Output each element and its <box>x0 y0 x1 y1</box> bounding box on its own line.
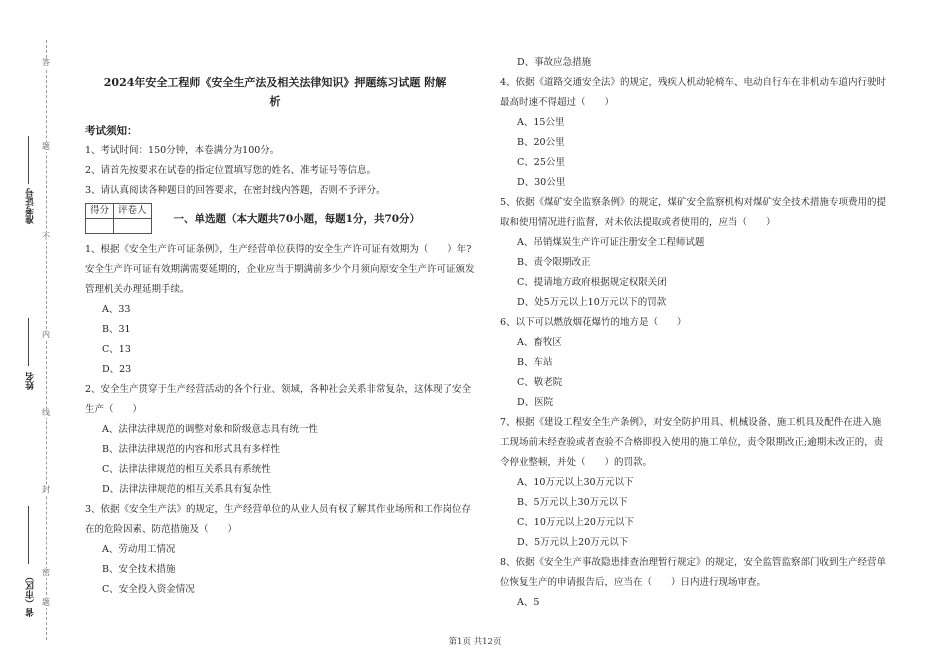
question-stem: 安全生产许可证有效期满需要延期的，企业应当于期满前多少个月须向原安全生产许可证颁发 <box>85 264 475 275</box>
question-stem: 令停业整顿，并处（ ）的罚款。 <box>500 457 653 468</box>
seal-char: 答 <box>39 58 53 68</box>
exam-id-label: 准考证号 <box>26 188 36 224</box>
question-stem: 最高时速不得超过（ ） <box>500 97 615 108</box>
option[interactable]: D、处5万元以上10万元以下的罚款 <box>517 297 667 308</box>
seal-dashed-line <box>46 40 47 640</box>
question-stem: 7、根据《建设工程安全生产条例》，对安全防护用具、机械设备、施工机具及配件在进入施 <box>500 417 882 428</box>
name-label: 姓名 <box>26 372 36 390</box>
option[interactable]: D、23 <box>102 364 132 375</box>
option[interactable]: A、15公里 <box>517 117 565 128</box>
question-stem: 管理机关办理延期手续。 <box>85 284 190 295</box>
option[interactable]: B、法律法律规范的内容和形式具有多样性 <box>102 444 280 455</box>
seal-char: 不 <box>39 232 53 242</box>
binding-margin <box>0 0 70 671</box>
province-label: 省（市区） <box>26 572 36 617</box>
option[interactable]: A、畜牧区 <box>517 337 562 348</box>
option[interactable]: A、吊销煤炭生产许可证注册安全工程师试题 <box>517 237 705 248</box>
option[interactable]: D、30公里 <box>517 177 566 188</box>
notice-item: 2、请首先按要求在试卷的指定位置填写您的姓名、准考证号等信息。 <box>85 165 377 176</box>
option[interactable]: D、医院 <box>517 397 554 408</box>
score-header: 得分 <box>86 204 114 219</box>
option[interactable]: A、33 <box>102 304 131 315</box>
left-column <box>85 0 493 600</box>
score-table <box>85 203 152 234</box>
page-footer: 第1页 共12页 <box>448 637 502 647</box>
page-title <box>85 73 465 111</box>
seal-char: 题 <box>39 598 53 608</box>
seal-char: 题 <box>39 142 53 152</box>
question-stem: 8、依据《安全生产事故隐患排查治理暂行规定》的规定，安全监管监察部门收到生产经营单 <box>500 557 887 568</box>
option[interactable]: C、提请地方政府根据规定权限关闭 <box>517 277 667 288</box>
grader-header: 评卷人 <box>114 204 152 219</box>
option[interactable]: A、5 <box>517 597 540 608</box>
exam-id-line[interactable] <box>28 136 29 184</box>
option[interactable]: B、31 <box>102 324 131 335</box>
option[interactable]: A、法律法律规范的调整对象和阶级意志具有统一性 <box>102 424 318 435</box>
option[interactable]: D、5万元以上20万元以下 <box>517 537 629 548</box>
option[interactable]: D、事故应急措施 <box>517 57 592 68</box>
score-row <box>85 203 493 234</box>
grader-cell[interactable] <box>114 219 152 234</box>
question-stem: 4、依据《道路交通安全法》的规定，残疾人机动轮椅车、电动自行车在非机动车道内行驶时 <box>500 77 887 88</box>
name-line[interactable] <box>28 318 29 366</box>
section-title: 一、单选题（本大题共70小题，每题1分，共70分） <box>173 212 421 225</box>
option[interactable]: A、劳动用工情况 <box>102 544 176 555</box>
question-stem: 生产（ ） <box>85 404 143 415</box>
question-stem: 在的危险因素、防范措施及（ ） <box>85 524 238 535</box>
question-stem: 6、以下可以燃放烟花爆竹的地方是（ ） <box>500 317 687 328</box>
province-line[interactable] <box>28 506 29 564</box>
title-line-2: 析 <box>269 95 281 108</box>
title-line-1: 2024年安全工程师《安全生产法及相关法律知识》押题练习试题 附解 <box>103 76 447 89</box>
option[interactable]: C、法律法律规范的相互关系具有系统性 <box>102 464 271 475</box>
question-stem: 3、依据《安全生产法》的规定，生产经营单位的从业人员有权了解其作业场所和工作岗位存 <box>85 504 472 515</box>
question-stem: 5、依据《煤矿安全监察条例》的规定，煤矿安全监察机构对煤矿安全技术措施专项费用的提 <box>500 197 887 208</box>
score-cell[interactable] <box>86 219 114 234</box>
seal-char: 内 <box>39 330 53 340</box>
option[interactable]: C、10万元以上20万元以下 <box>517 517 634 528</box>
option[interactable]: B、20公里 <box>517 137 565 148</box>
option[interactable]: C、13 <box>102 344 131 355</box>
seal-char: 线 <box>39 408 53 418</box>
notice-item: 1、考试时间：150分钟，本卷满分为100分。 <box>85 145 280 156</box>
right-column <box>500 0 920 613</box>
option[interactable]: B、安全技术措施 <box>102 564 176 575</box>
question-stem: 2、安全生产贯穿于生产经营活动的各个行业、领域，各种社会关系非常复杂，这体现了安全 <box>85 384 472 395</box>
option[interactable]: C、25公里 <box>517 157 565 168</box>
option[interactable]: A、10万元以上30万元以下 <box>517 477 634 488</box>
question-stem: 取和使用情况进行监督，对未依法提取或者使用的，应当（ ） <box>500 217 776 228</box>
seal-char: 封 <box>39 485 53 495</box>
option[interactable]: D、法律法律规范的相互关系具有复杂性 <box>102 484 272 495</box>
notice-item: 3、请认真阅读各种题目的回答要求，在密封线内答题，否则不予评分。 <box>85 185 386 196</box>
question-stem: 1、根据《安全生产许可证条例》，生产经营单位获得的安全生产许可证有效期为（ ）年? <box>85 244 472 255</box>
seal-char: 密 <box>39 568 53 578</box>
option[interactable]: C、安全投入资金情况 <box>102 584 195 595</box>
notice-heading: 考试须知： <box>85 125 138 137</box>
option[interactable]: C、敬老院 <box>517 377 563 388</box>
option[interactable]: B、车站 <box>517 357 553 368</box>
option[interactable]: B、5万元以上30万元以下 <box>517 497 628 508</box>
question-stem: 位恢复生产的申请报告后，应当在（ ）日内进行现场审查。 <box>500 577 767 588</box>
question-stem: 工现场前未经查验或者查验不合格即投入使用的施工单位，责令限期改正;逾期未改正的，责 <box>500 437 884 448</box>
option[interactable]: B、责令限期改正 <box>517 257 591 268</box>
